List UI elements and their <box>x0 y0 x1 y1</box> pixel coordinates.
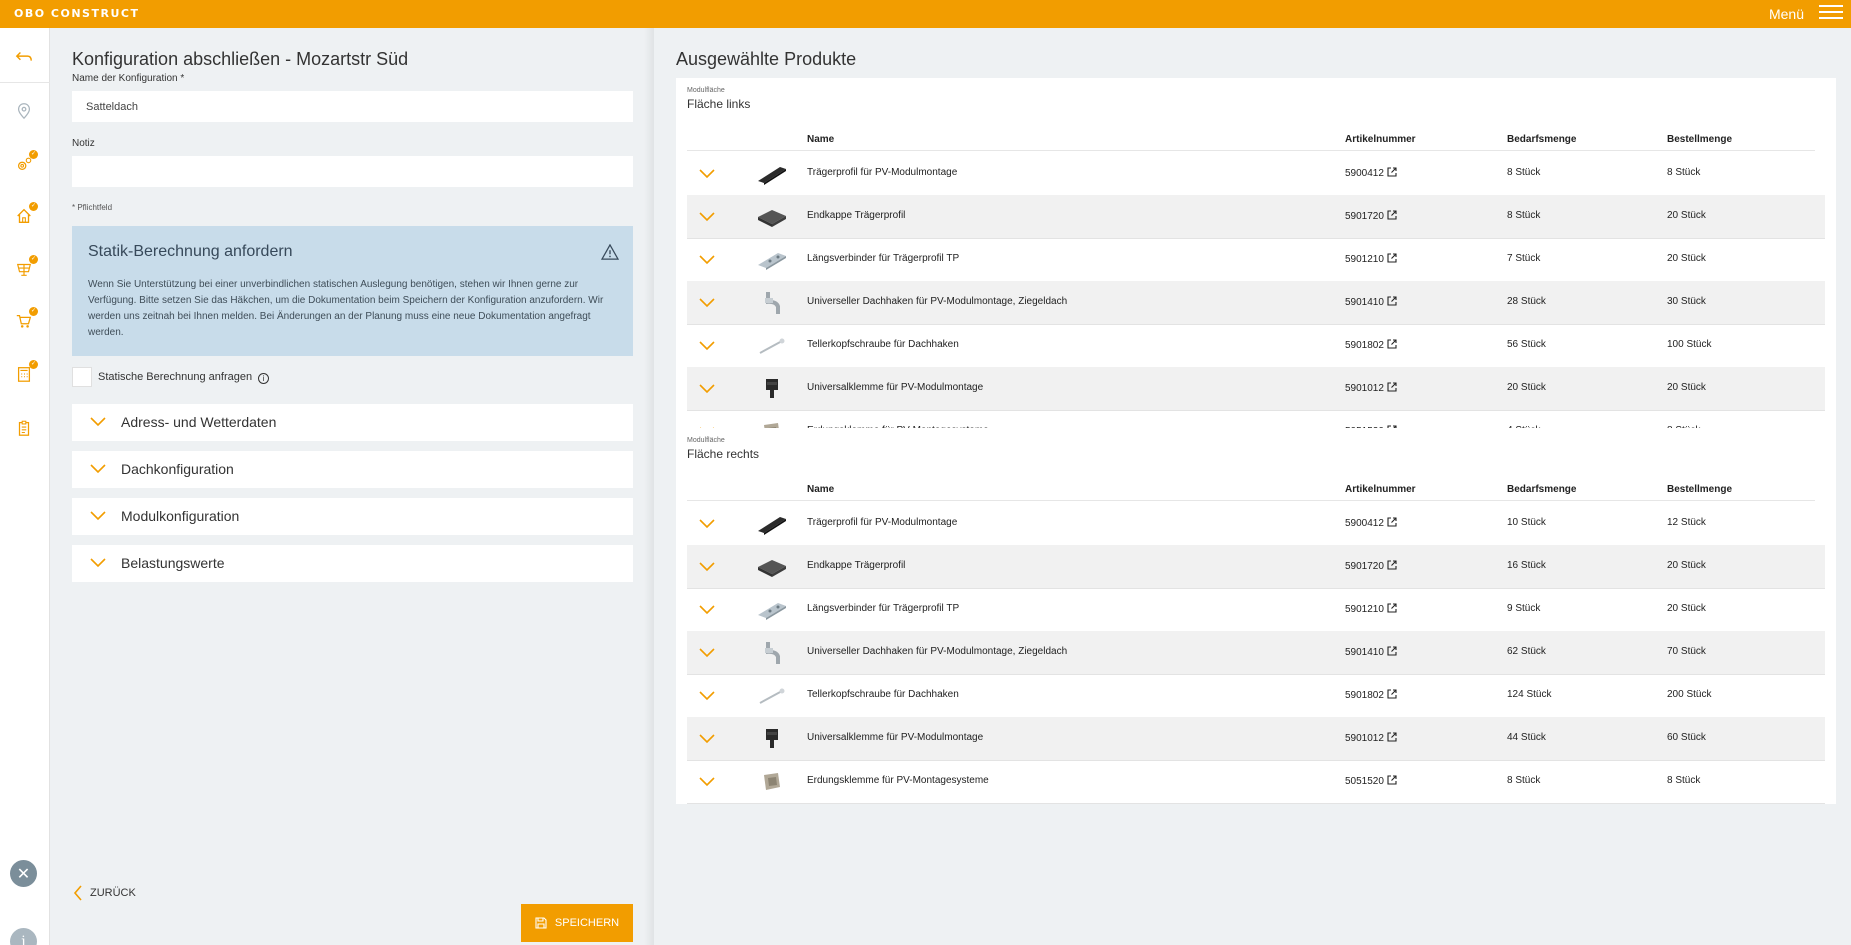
order-quantity: 8 Stück <box>1667 775 1701 786</box>
surface-kicker: Modulfläche <box>687 87 725 94</box>
warning-icon <box>601 244 619 260</box>
chevron-left-icon <box>72 885 84 901</box>
col-name: Name <box>807 134 835 145</box>
page-title: Konfiguration abschließen - Mozartstr Süd <box>72 49 409 69</box>
article-number[interactable]: 5901410 <box>1345 296 1397 308</box>
info-icon[interactable]: i <box>258 373 269 384</box>
external-link-icon[interactable] <box>1387 253 1397 263</box>
chevron-down-icon[interactable] <box>699 690 715 702</box>
order-quantity: 20 Stück <box>1667 560 1706 571</box>
chevron-down-icon[interactable] <box>699 776 715 788</box>
table-row[interactable] <box>687 367 1825 411</box>
external-link-icon[interactable] <box>1387 775 1397 785</box>
product-name: Trägerprofil für PV-Modulmontage <box>807 167 958 178</box>
completed-badge: ✓ <box>30 256 37 262</box>
chevron-down-icon[interactable] <box>699 168 715 180</box>
statik-request-checkbox[interactable] <box>72 367 92 387</box>
products-title: Ausgewählte Produkte <box>676 49 857 69</box>
chevron-down-icon[interactable] <box>699 733 715 745</box>
demand-quantity: 8 Stück <box>1507 210 1541 221</box>
product-name: Universalklemme für PV-Modulmontage <box>807 382 984 393</box>
table-row[interactable] <box>687 281 1825 325</box>
article-number[interactable]: 5901802 <box>1345 339 1397 351</box>
statik-info-box <box>72 226 633 356</box>
col-name: Name <box>807 484 835 495</box>
table-row[interactable] <box>687 631 1825 675</box>
external-link-icon[interactable] <box>1387 560 1397 570</box>
table-row[interactable] <box>687 717 1825 761</box>
chevron-down-icon[interactable] <box>699 647 715 659</box>
accordion-modulkonfiguration[interactable]: Modulkonfiguration <box>72 498 633 535</box>
article-number[interactable]: 5901802 <box>1345 689 1397 701</box>
product-image <box>756 204 788 230</box>
back-button[interactable]: ZURÜCK <box>72 885 136 901</box>
chevron-down-icon[interactable] <box>699 604 715 616</box>
chevron-down-icon <box>90 463 106 475</box>
external-link-icon[interactable] <box>1387 210 1397 220</box>
external-link-icon[interactable] <box>1387 382 1397 392</box>
col-demand: Bedarfsmenge <box>1507 134 1577 145</box>
product-name: Längsverbinder für Trägerprofil TP <box>807 603 960 614</box>
order-quantity: 100 Stück <box>1667 339 1712 350</box>
configuration-name-input[interactable] <box>72 91 633 122</box>
chevron-down-icon[interactable] <box>699 561 715 573</box>
table-header <box>687 483 1815 501</box>
table-row[interactable] <box>687 195 1825 239</box>
product-image <box>756 376 788 402</box>
chevron-down-icon[interactable] <box>699 297 715 309</box>
col-order: Bestellmenge <box>1667 484 1733 495</box>
sidebar-divider <box>0 82 50 83</box>
clipboard-icon[interactable] <box>13 417 35 439</box>
hamburger-menu-icon[interactable] <box>1819 2 1843 24</box>
product-image <box>756 597 788 623</box>
article-number[interactable]: 5901720 <box>1345 560 1397 572</box>
save-button[interactable]: SPEICHERN <box>521 904 633 942</box>
demand-quantity: 44 Stück <box>1507 732 1546 743</box>
surface-card <box>676 428 1836 804</box>
chevron-down-icon <box>90 557 106 569</box>
article-number[interactable]: 5901012 <box>1345 732 1397 744</box>
statik-request-label[interactable]: Statische Berechnung anfragen i <box>98 371 269 384</box>
cart-icon[interactable] <box>13 310 35 332</box>
product-name: Universeller Dachhaken für PV-Modulmontage, Ziegeldach <box>807 296 1068 307</box>
product-image <box>756 333 788 359</box>
order-quantity: 70 Stück <box>1667 646 1706 657</box>
article-number[interactable]: 5900412 <box>1345 167 1397 179</box>
table-header <box>687 133 1815 151</box>
chevron-down-icon <box>90 510 106 522</box>
completed-badge: ✓ <box>30 308 37 314</box>
external-link-icon[interactable] <box>1387 339 1397 349</box>
completed-badge: ✓ <box>30 203 37 209</box>
order-quantity: 200 Stück <box>1667 689 1712 700</box>
chevron-down-icon[interactable] <box>699 518 715 530</box>
menu-label[interactable]: Menü <box>1768 6 1804 22</box>
chevron-down-icon[interactable] <box>699 211 715 223</box>
house-icon[interactable] <box>13 205 35 227</box>
product-image <box>756 161 788 187</box>
product-name: Universalklemme für PV-Modulmontage <box>807 732 984 743</box>
selected-products-panel <box>654 28 1851 945</box>
product-image <box>756 726 788 752</box>
close-icon[interactable]: ✕ <box>10 860 37 887</box>
article-number[interactable]: 5051520 <box>1345 775 1397 787</box>
gear-settings-icon[interactable] <box>13 153 35 175</box>
solar-panel-icon[interactable] <box>13 258 35 280</box>
notiz-input[interactable] <box>72 156 633 187</box>
order-quantity: 20 Stück <box>1667 603 1706 614</box>
product-name: Universeller Dachhaken für PV-Modulmontage, Ziegeldach <box>807 646 1068 657</box>
demand-quantity: 8 Stück <box>1507 775 1541 786</box>
configuration-form-panel <box>50 28 654 945</box>
external-link-icon[interactable] <box>1387 603 1397 613</box>
product-name: Tellerkopfschraube für Dachhaken <box>807 339 959 350</box>
col-demand: Bedarfsmenge <box>1507 484 1577 495</box>
surface-name: Fläche links <box>687 97 751 111</box>
product-name: Erdungsklemme für PV-Montagesysteme <box>807 775 989 786</box>
article-number[interactable]: 5901720 <box>1345 210 1397 222</box>
order-quantity: 20 Stück <box>1667 382 1706 393</box>
article-number[interactable]: 5901012 <box>1345 382 1397 394</box>
col-article: Artikelnummer <box>1345 134 1416 145</box>
product-image <box>756 247 788 273</box>
accordion-dachkonfiguration[interactable]: Dachkonfiguration <box>72 451 633 488</box>
external-link-icon[interactable] <box>1387 689 1397 699</box>
demand-quantity: 10 Stück <box>1507 517 1546 528</box>
name-label: Name der Konfiguration * <box>72 73 185 84</box>
product-image <box>756 683 788 709</box>
accordion-adress-wetterdaten[interactable]: Adress- und Wetterdaten <box>72 404 633 441</box>
surface-name: Fläche rechts <box>687 447 760 461</box>
order-quantity: 30 Stück <box>1667 296 1706 307</box>
order-quantity: 20 Stück <box>1667 253 1706 264</box>
table-row[interactable] <box>687 674 1825 718</box>
demand-quantity: 20 Stück <box>1507 382 1546 393</box>
product-name: Tellerkopfschraube für Dachhaken <box>807 689 959 700</box>
product-image <box>756 769 788 795</box>
brand-logo[interactable]: OBO CONSTRUCT <box>14 7 140 20</box>
surface-card <box>676 78 1836 454</box>
completed-badge: ✓ <box>30 361 37 367</box>
external-link-icon[interactable] <box>1387 167 1397 177</box>
product-image <box>756 511 788 537</box>
col-order: Bestellmenge <box>1667 134 1733 145</box>
product-name: Endkappe Trägerprofil <box>807 210 906 221</box>
article-number[interactable]: 5901210 <box>1345 603 1397 615</box>
product-image <box>756 640 788 666</box>
article-number[interactable]: 5901410 <box>1345 646 1397 658</box>
sidebar <box>0 28 50 945</box>
table-row[interactable] <box>687 760 1825 804</box>
location-pin-icon[interactable] <box>13 100 35 122</box>
surface-kicker: Modulfläche <box>687 437 725 444</box>
info-icon[interactable]: i <box>10 928 37 945</box>
completed-badge: ✓ <box>30 151 37 157</box>
statik-description: Wenn Sie Unterstützung bei einer unverbindlichen statischen Auslegung benötigen, stehen wir Ihnen gerne zur Verfügung. Bitte setzen Sie das Häkchen, um die Dokumentation beim Speichern der Konfiguration anzufordern. Wir werden uns zeitnah bei Ihnen melden. Bei Änderungen an der Planung muss eine neue Dokumentation angefragt werden. <box>88 279 604 338</box>
external-link-icon[interactable] <box>1387 517 1397 527</box>
table-row[interactable] <box>687 152 1825 196</box>
chevron-down-icon[interactable] <box>699 383 715 395</box>
chevron-down-icon <box>90 416 106 428</box>
product-image <box>756 554 788 580</box>
top-bar <box>0 0 1851 28</box>
demand-quantity: 124 Stück <box>1507 689 1552 700</box>
statik-title: Statik-Berechnung anfordern <box>88 243 293 260</box>
article-number[interactable]: 5900412 <box>1345 517 1397 529</box>
demand-quantity: 56 Stück <box>1507 339 1546 350</box>
calculator-icon[interactable] <box>13 363 35 385</box>
demand-quantity: 28 Stück <box>1507 296 1546 307</box>
demand-quantity: 8 Stück <box>1507 167 1541 178</box>
notiz-label: Notiz <box>72 138 95 149</box>
chevron-down-icon[interactable] <box>699 340 715 352</box>
order-quantity: 20 Stück <box>1667 210 1706 221</box>
external-link-icon[interactable] <box>1387 296 1397 306</box>
product-image <box>756 290 788 316</box>
save-disk-icon <box>535 917 547 929</box>
external-link-icon[interactable] <box>1387 646 1397 656</box>
external-link-icon[interactable] <box>1387 732 1397 742</box>
demand-quantity: 16 Stück <box>1507 560 1546 571</box>
chevron-down-icon[interactable] <box>699 254 715 266</box>
product-name: Endkappe Trägerprofil <box>807 560 906 571</box>
accordion-belastungswerte[interactable]: Belastungswerte <box>72 545 633 582</box>
demand-quantity: 7 Stück <box>1507 253 1541 264</box>
product-name: Trägerprofil für PV-Modulmontage <box>807 517 958 528</box>
required-note: * Pflichtfeld <box>72 203 113 212</box>
col-article: Artikelnummer <box>1345 484 1416 495</box>
article-number[interactable]: 5901210 <box>1345 253 1397 265</box>
table-row[interactable] <box>687 545 1825 589</box>
table-row[interactable] <box>687 502 1825 546</box>
table-row[interactable] <box>687 324 1825 368</box>
demand-quantity: 9 Stück <box>1507 603 1541 614</box>
order-quantity: 60 Stück <box>1667 732 1706 743</box>
demand-quantity: 62 Stück <box>1507 646 1546 657</box>
order-quantity: 12 Stück <box>1667 517 1706 528</box>
order-quantity: 8 Stück <box>1667 167 1701 178</box>
table-row[interactable] <box>687 238 1825 282</box>
back-arrow-icon[interactable] <box>13 46 35 68</box>
table-row[interactable] <box>687 588 1825 632</box>
product-name: Längsverbinder für Trägerprofil TP <box>807 253 960 264</box>
